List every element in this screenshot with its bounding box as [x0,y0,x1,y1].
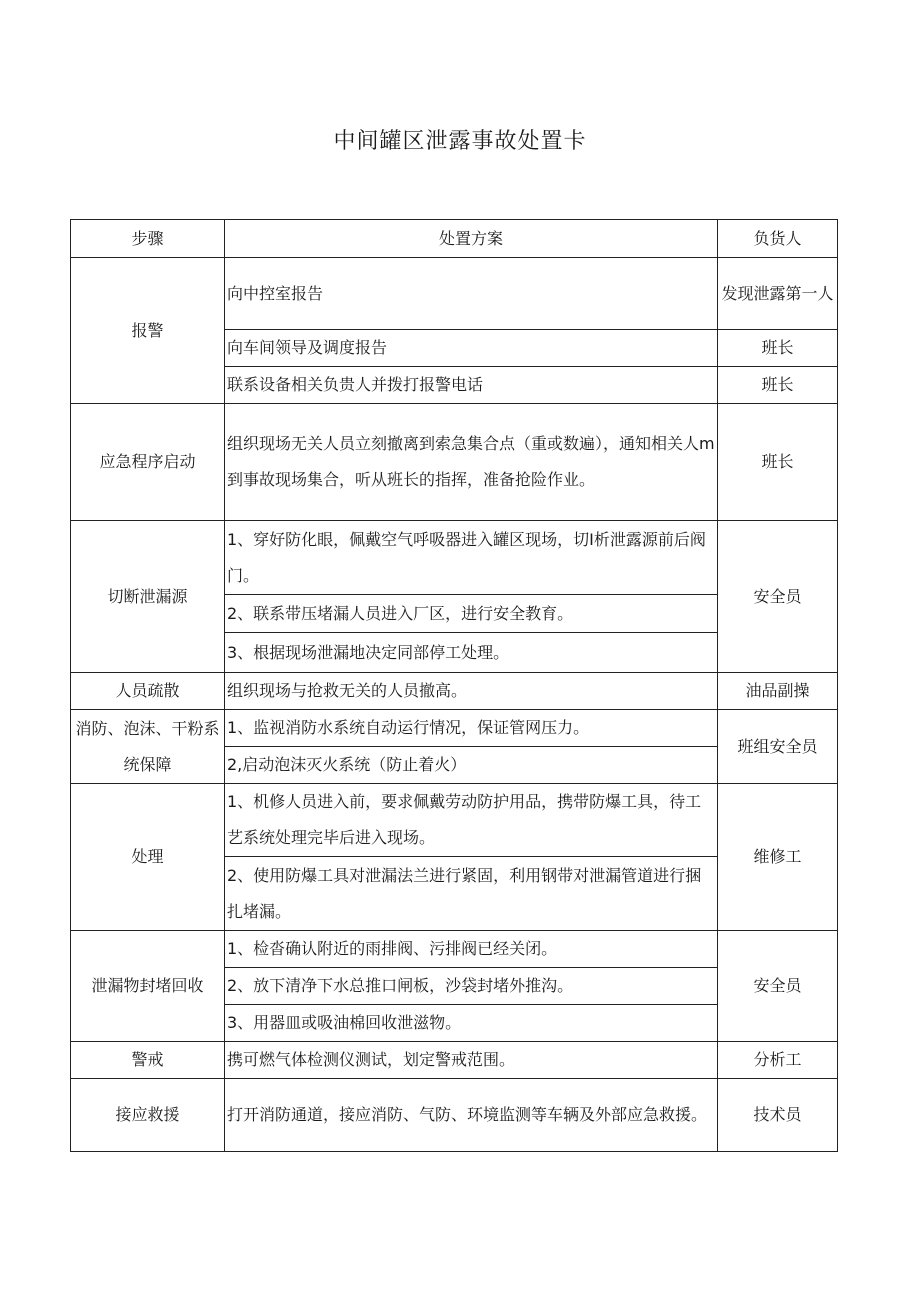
plan-cell: 向中控室报告 [225,258,718,330]
table-row [71,258,838,330]
plan-cell: 1、检沓确认附近的雨排阀、污排阀已经关闭。 [225,931,718,968]
step-cell: 接应救援 [71,1079,225,1152]
plan-cell: 2、联系带压堵漏人员进入厂区，进行安全教育。 [225,595,718,633]
plan-cell: 2,启动泡沫灭火系统（防止着火） [225,747,718,784]
header-plan: 处置方案 [225,220,718,258]
header-step: 步骤 [71,220,225,258]
owner-cell: 安全员 [718,521,838,673]
step-cell: 人员疏散 [71,673,225,710]
owner-cell: 发现泄露第一人 [718,258,838,330]
page-title: 中间罐区泄露事故处置卡 [333,129,587,154]
step-cell: 应急程序启动 [71,404,225,521]
table-row [71,710,838,747]
step-cell: 切断泄漏源 [71,521,225,673]
table-row [71,784,838,857]
disposal-table [70,219,838,1152]
header-owner: 负货人 [718,220,838,258]
plan-cell: 联系设备相关负贵人并拨打报警电话 [225,367,718,404]
plan-cell: 1、机修人员进入前，要求佩戴劳动防护用品，携带防爆工具，待工艺系统处理完毕后进入现场。 [225,784,718,857]
plan-cell: 2、放下清净下水总推口闸板，沙袋封堵外推沟。 [225,968,718,1005]
table-row [71,931,838,968]
owner-cell: 班组安全员 [718,710,838,784]
table-row [71,404,838,521]
plan-cell: 2、使用防爆工具对泄漏法兰进行紧固，利用钢带对泄漏管道进行捆扎堵漏。 [225,857,718,931]
table-row [71,1042,838,1079]
plan-cell: 向车间领导及调度报告 [225,330,718,367]
plan-cell: 1、穿好防化眼，佩戴空气呼吸器进入罐区现场，切I析泄露源前后阀门。 [225,521,718,595]
plan-cell: 1、监视消防水系统自动运行情况，保证管网压力。 [225,710,718,747]
plan-cell: 携可燃气体检测仪测试，划定警戒范围。 [225,1042,718,1079]
owner-cell: 分析工 [718,1042,838,1079]
plan-cell: 3、用器皿或吸油棉回收泄滋物。 [225,1005,718,1042]
plan-cell: 打开消防通道，接应消防、气防、环境监测等车辆及外部应急救援。 [225,1079,718,1152]
plan-cell: 3、根据现场泄漏地决定同部停工处理。 [225,633,718,673]
step-cell: 警戒 [71,1042,225,1079]
owner-cell: 维修工 [718,784,838,931]
table-row [71,1079,838,1152]
step-cell: 报警 [71,258,225,404]
table-header-row [71,220,838,258]
owner-cell: 技术员 [718,1079,838,1152]
owner-cell: 安全员 [718,931,838,1042]
plan-cell: 组织现场与抢救无关的人员撤高。 [225,673,718,710]
owner-cell: 班长 [718,367,838,404]
owner-cell: 班长 [718,404,838,521]
step-cell: 消防、泡沫、干粉系统保障 [71,710,225,784]
plan-cell: 组织现场无关人员立刻撤离到索急集合点（重或数遍），通知相关人m到事故现场集合，听从班长的指挥，准备抢险作业。 [225,404,718,521]
step-cell: 处理 [71,784,225,931]
step-cell: 泄漏物封堵回收 [71,931,225,1042]
table-row [71,521,838,595]
owner-cell: 班长 [718,330,838,367]
table-row [71,673,838,710]
owner-cell: 油品副操 [718,673,838,710]
